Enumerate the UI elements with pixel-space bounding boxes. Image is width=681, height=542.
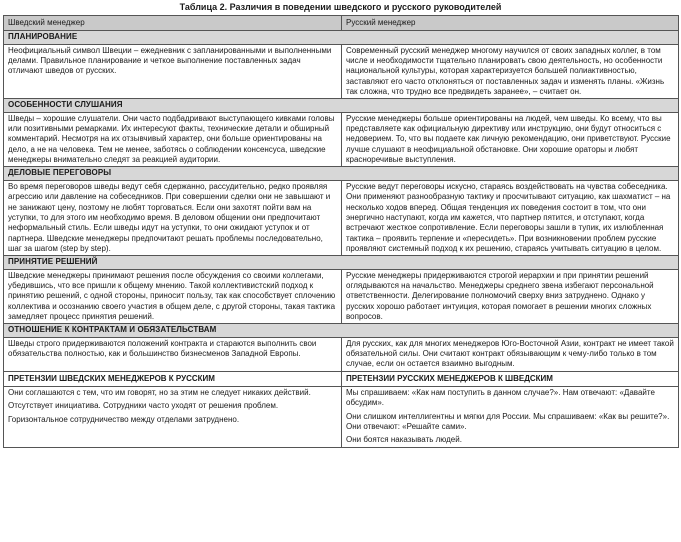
column-header-russian: Русский менеджер: [342, 16, 679, 31]
table-caption: Таблица 2. Различия в поведении шведского и русского руководителей: [179, 2, 502, 12]
section-title: ПРИНЯТИЕ РЕШЕНИЙ: [4, 256, 679, 269]
table-header-row: [4, 16, 679, 31]
section-title: ПЛАНИРОВАНИЕ: [4, 31, 679, 44]
swedish-cell: Шведские менеджеры принимают решения после обсуждения со своими коллегами, убедившись, что все пришли к общему мнению. Такой коллективистский подход к принятию решений, с одной стороны, приносит пользу, так как способствует сплочению коллектива и осознанию своего участия в общем деле, с другой стороны, такая тактика замедляет процесс принятия решений.: [4, 269, 342, 324]
swedish-cell: Во время переговоров шведы ведут себя сдержанно, рассудительно, редко проявляя агрессию или давление на собеседников. При совершении сделки они не завышают и не занижают цену, поэтому не любят торговаться. Если они захотят пойти вам на уступки, то для этого им необходимо время. В деловом общении они предпочитают неформальный стиль. Если шведы идут на уступки, то они ожидают уступок и от партнера. Шведские менеджеры предпочитают решать проблемы последовательно, шаг за шагом (step by step).: [4, 180, 342, 255]
section-row-contracts: [4, 337, 679, 371]
russian-cell: Русские менеджеры придерживаются строгой иерархии и при принятии решений оглядываются на начальство. Менеджеры среднего звена избегают персональной ответственности. Делегирование полномочий сверху вниз затруднено. Однако у русских хорошо работает интуиция, которая помогает в решении многих сложных вопросов.: [342, 269, 679, 324]
section-row-negotiations: [4, 180, 679, 255]
russian-cell: Современный русский менеджер многому научился от своих западных коллег, в том числе и необходимости тщательно планировать свою деятельность, но особенности национальной культуры, которая характеризуется большей полиактивностью, заставляют его часто отклоняться от поставленных задач и изменять планы. «Жизнь так сложна, что трудно все предвидеть заранее», – считает он.: [342, 44, 679, 99]
section-header-planning: [4, 31, 679, 44]
section-header-listening: [4, 99, 679, 112]
section-title: ДЕЛОВЫЕ ПЕРЕГОВОРЫ: [4, 167, 679, 180]
swedish-cell: Шведы – хорошие слушатели. Они часто подбадривают выступающего кивками головы или позитивными ремарками. Их интересуют факты, технические детали и обширный комментарий. Несмотря на их отзывчивый характер, они больше ориентированы на дело, а не на человека. Тем не менее, заботясь о соблюдении консенсуса, шведские менеджеры внимательно следят за реакцией аудитории.: [4, 112, 342, 167]
section-title: ОТНОШЕНИЕ К КОНТРАКТАМ И ОБЯЗАТЕЛЬСТВАМ: [4, 324, 679, 337]
claim-item: Они соглашаются с тем, что им говорят, но за этим не следует никаких действий.: [8, 388, 311, 397]
russian-cell: Для русских, как для многих менеджеров Юго-Восточной Азии, контракт не имеет такой обязательной силы. Они считают контракт обязывающим к чему-либо только в том случае, если он остается взаимно выгодным.: [342, 337, 679, 371]
claims-row: [4, 387, 679, 448]
claims-title-swedish: ПРЕТЕНЗИИ ШВЕДСКИХ МЕНЕДЖЕРОВ К РУССКИМ: [4, 371, 342, 386]
russian-cell: Русские менеджеры больше ориентированы на людей, чем шведы. Ко всему, что вы представляете как официальную директиву или инструкцию, они будут относиться с недоверием. То, что вы подаете как личную рекомендацию, они приветствуют. Русские лучше слушают в неофициальной обстановке. Они хорошие ораторы и любят красноречивые выступления.: [342, 112, 679, 167]
section-header-decisions: [4, 256, 679, 269]
section-row-decisions: [4, 269, 679, 324]
section-row-listening: [4, 112, 679, 167]
claim-item: Горизонтальное сотрудничество между отделами затруднено.: [8, 414, 240, 424]
claims-header-row: [4, 371, 679, 386]
claims-cell-swedish: [4, 387, 342, 448]
claim-item: Отсутствует инициатива. Сотрудники часто уходят от решения проблем.: [8, 401, 279, 411]
claims-cell-russian: [342, 387, 679, 448]
column-header-swedish: Шведский менеджер: [4, 16, 342, 31]
section-header-contracts: [4, 324, 679, 337]
swedish-cell: Неофициальный символ Швеции – ежедневник с запланированными и выполненными делами. Правильное планирование и четкое выполнение поставленных задач отличают шведов от русских.: [4, 44, 342, 99]
russian-cell: Русские ведут переговоры искусно, стараясь воздействовать на чувства собеседника. Они применяют разнообразную тактику и просчитывают ситуацию, как шахматист – на несколько ходов вперед. Общая тенденция их поведения состоит в том, что они энергично наступают, когда им кажется, что партнер пятится, и отступают, когда встречают жесткое сопротивление. Если переговоры зашли в тупик, их излюбленная тактика – проявить терпение и «пересидеть». При возникновении проблем русские проявляют системный подход к их решению, стараясь учитывать ситуацию в целом.: [342, 180, 679, 255]
swedish-cell: Шведы строго придерживаются положений контракта и стараются выполнить свои обязательства полностью, как и большинство бизнесменов Западной Европы.: [4, 337, 342, 371]
claim-item: Мы спрашиваем: «Как нам поступить в данном случае?». Нам отвечают: «Давайте обсудим».: [346, 388, 655, 408]
claims-title-russian: ПРЕТЕНЗИИ РУССКИХ МЕНЕДЖЕРОВ К ШВЕДСКИМ: [342, 371, 679, 386]
section-title: ОСОБЕННОСТИ СЛУШАНИЯ: [4, 99, 679, 112]
claim-item: Они слишком интеллигентны и мягки для России. Мы спрашиваем: «Как вы решите?». Они отвечают: «Решайте сами».: [346, 411, 670, 432]
section-row-planning: [4, 44, 679, 99]
claim-item: Они боятся наказывать людей.: [346, 435, 462, 445]
comparison-table: [3, 15, 679, 448]
section-header-negotiations: [4, 167, 679, 180]
